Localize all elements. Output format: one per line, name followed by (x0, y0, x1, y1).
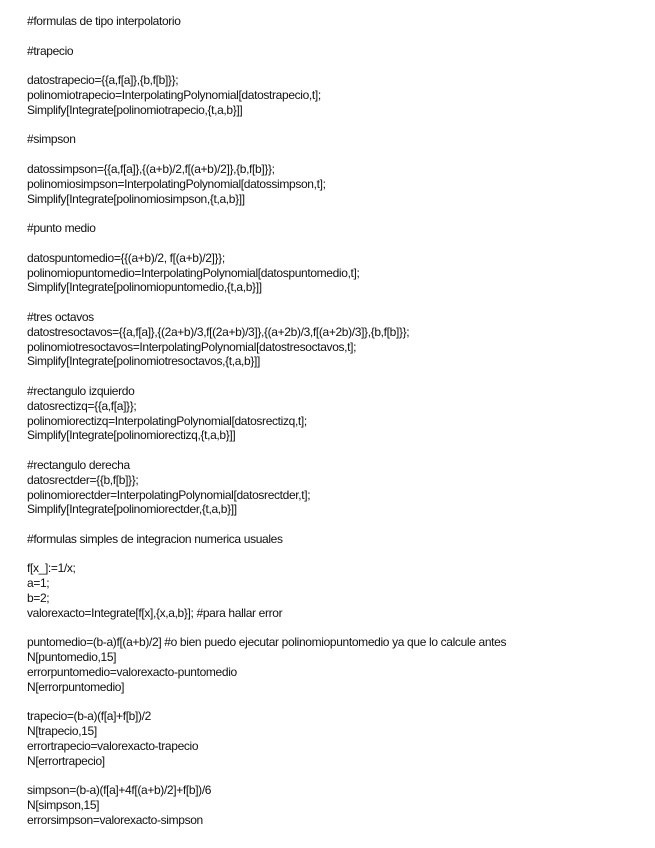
text-line: N[simpson,15] (27, 798, 100, 813)
text-line: datostrapecio={{a,f[a]},{b,f[b]}}; (27, 73, 179, 88)
text-line (27, 695, 642, 710)
text-line: datosrectder={{b,f[b]}}; (27, 472, 139, 487)
text-line: datospuntomedio={{(a+b)/2, f[(a+b)/2]}}; (27, 250, 225, 265)
text-line: Simplify[Integrate[polinomiorectizq,{t,a,b}]] (27, 428, 236, 443)
text-line: Simplify[Integrate[polinomiosimpson,{t,a,b}]] (27, 191, 245, 206)
text-line: #formulas simples de integracion numerica usuales (27, 531, 283, 546)
text-line (27, 118, 642, 133)
text-line: #trapecio (27, 43, 74, 58)
text-line: polinomiotresoctavos=InterpolatingPolynomial[datostresoctavos,t]; (27, 339, 357, 354)
text-line: polinomiopuntomedio=InterpolatingPolynomial[datospuntomedio,t]; (27, 265, 360, 280)
text-line: N[trapecio,15] (27, 724, 97, 739)
text-line (27, 443, 642, 458)
text-line: trapecio=(b-a)(f[a]+f[b])/2 (27, 709, 151, 724)
text-line: Simplify[Integrate[polinomiorectder,{t,a,b}]] (27, 502, 237, 517)
text-line: valorexacto=Integrate[f[x],{x,a,b}]; #para hallar error (27, 605, 283, 620)
text-line: Simplify[Integrate[polinomiotresoctavos,{t,a,b}]] (27, 354, 260, 369)
text-line (27, 295, 642, 310)
text-line (27, 547, 642, 562)
text-line: #rectangulo derecha (27, 457, 130, 472)
text-line (27, 29, 642, 44)
text-line: polinomiorectizq=InterpolatingPolynomial[datosrectizq,t]; (27, 413, 307, 428)
text-line: polinomiosimpson=InterpolatingPolynomial[datossimpson,t]; (27, 176, 326, 191)
text-line: Simplify[Integrate[polinomiopuntomedio,{t,a,b}]] (27, 280, 262, 295)
text-line (27, 517, 642, 532)
text-line: #tres octavos (27, 309, 94, 324)
text-line: N[errortrapecio] (27, 753, 105, 768)
text-line: errorpuntomedio=valorexacto-puntomedio (27, 665, 237, 680)
text-line (27, 369, 642, 384)
text-line: errorsimpson=valorexacto-simpson (27, 813, 203, 828)
document-page (27, 14, 642, 828)
text-line: polinomiorectder=InterpolatingPolynomial[datosrectder,t]; (27, 487, 311, 502)
text-line: Simplify[Integrate[polinomiotrapecio,{t,a,b}]] (27, 102, 243, 117)
text-line: datossimpson={{a,f[a]},{(a+b)/2,f[(a+b)/2]},{b,f[b]}}; (27, 161, 275, 176)
text-line: datostresoctavos={{a,f[a]},{(2a+b)/3,f[(2a+b)/3]},{(a+2b)/3,f[(a+2b)/3]},{b,f[b]}}; (27, 324, 410, 339)
text-line: puntomedio=(b-a)f[(a+b)/2] #o bien puedo ejecutar polinomiopuntomedio ya que lo calcule antes (27, 635, 507, 650)
text-line (27, 206, 642, 221)
text-line: b=2; (27, 591, 50, 606)
text-line: #rectangulo izquierdo (27, 383, 135, 398)
text-line (27, 769, 642, 784)
text-line: datosrectizq={{a,f[a]}}; (27, 398, 137, 413)
text-line: N[errorpuntomedio] (27, 679, 125, 694)
text-line: simpson=(b-a)(f[a]+4f[(a+b)/2]+f[b])/6 (27, 783, 212, 798)
text-line: errortrapecio=valorexacto-trapecio (27, 739, 199, 754)
text-line (27, 58, 642, 73)
text-line: f[x_]:=1/x; (27, 561, 76, 576)
text-line (27, 621, 642, 636)
text-line (27, 147, 642, 162)
text-line: #punto medio (27, 221, 96, 236)
text-line: N[puntomedio,15] (27, 650, 117, 665)
text-line: polinomiotrapecio=InterpolatingPolynomial[datostrapecio,t]; (27, 87, 321, 102)
text-line: a=1; (27, 576, 50, 591)
text-line: #formulas de tipo interpolatorio (27, 14, 181, 28)
text-line (27, 236, 642, 251)
text-line: #simpson (27, 132, 76, 147)
